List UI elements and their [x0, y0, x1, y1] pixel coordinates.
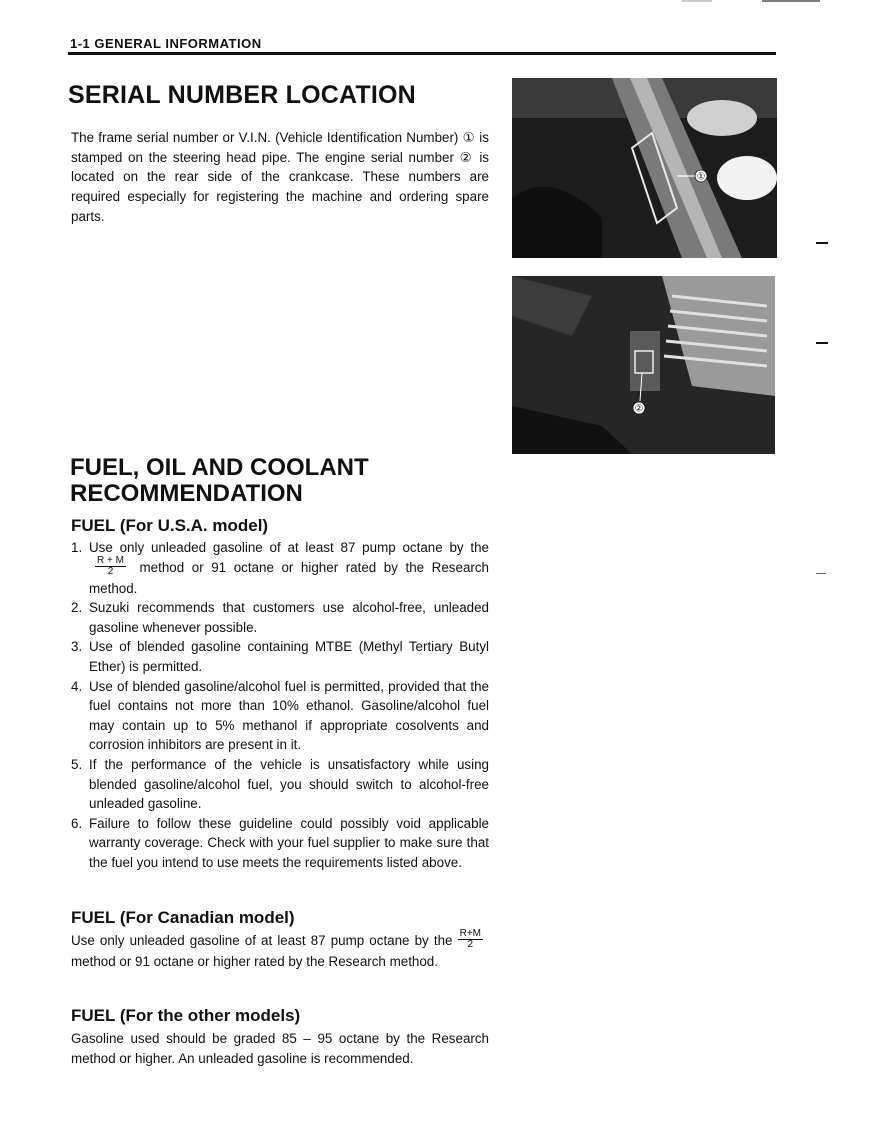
- photo2-callout: ②: [634, 403, 644, 415]
- list-item-number: 2.: [71, 600, 83, 616]
- fraction-denominator: 2: [107, 565, 114, 577]
- fuel-oil-coolant-title: [70, 455, 490, 507]
- list-item-text: Use of blended gasoline containing MTBE (Methyl Tertiary Butyl Ether) is permitted.: [89, 639, 489, 674]
- callout-1: ①: [462, 130, 476, 145]
- steering-head-photo: [512, 78, 777, 258]
- fuel-title-line1: FUEL, OIL AND COOLANT: [70, 454, 369, 481]
- crankcase-illustration: [512, 276, 775, 454]
- list-item: [71, 598, 489, 637]
- margin-mark: [816, 573, 826, 574]
- list-item-number: 6.: [71, 815, 83, 831]
- list-item: [71, 755, 489, 814]
- list-item-text: method or 91 octane or higher rated by the Research method.: [89, 559, 489, 596]
- fuel-other-paragraph: Gasoline used should be graded 85 – 95 octane by the Research method or higher. An unleaded gasoline is recommended.: [71, 1031, 489, 1066]
- section-header-label: 1-1 GENERAL INFORMATION: [70, 36, 262, 51]
- margin-mark: [816, 342, 828, 344]
- fuel-usa-heading-main: FUEL: [71, 516, 116, 535]
- list-item: [71, 677, 489, 755]
- list-item-text: Use of blended gasoline/alcohol fuel is permitted, provided that the fuel contains not more than 10% ethanol. Gasoline/alcohol fuel may contain up to 5% methanol if appropriate cosolvents and corrosion inhibitors are present in it.: [89, 678, 489, 753]
- fraction-numerator: R + M: [97, 554, 124, 566]
- serial-text-a: The frame serial number or V.I.N. (Vehicle Identification Number): [71, 130, 459, 145]
- fuel-title-line2: RECOMMENDATION: [70, 480, 303, 507]
- list-item: [71, 637, 489, 676]
- list-item-text: Suzuki recommends that customers use alcohol-free, unleaded gasoline whenever possible.: [89, 600, 489, 635]
- list-item-number: 5.: [71, 756, 83, 772]
- photo1-callout: ①: [696, 171, 706, 183]
- list-item-number: 1.: [71, 540, 83, 555]
- rm-fraction: [95, 556, 126, 577]
- header-rule: [68, 52, 776, 55]
- fuel-canada-heading: [71, 908, 295, 928]
- fuel-other-heading-main: FUEL: [71, 1006, 116, 1025]
- fuel-canada-text-a: Use only unleaded gasoline of at least 87 pump octane by the: [71, 933, 453, 949]
- fuel-other-heading-paren: (For the other models): [119, 1006, 301, 1025]
- fraction-denominator: 2: [467, 939, 474, 950]
- list-item-text: Use only unleaded gasoline of at least 87 pump octane by the: [89, 540, 489, 555]
- steering-head-illustration: [512, 78, 777, 258]
- fuel-canada-text-b: method or 91 octane or higher rated by the Research method.: [71, 954, 438, 969]
- serial-number-title: SERIAL NUMBER LOCATION: [68, 81, 416, 109]
- crop-marks: [672, 0, 822, 6]
- fuel-canada-heading-main: FUEL: [71, 908, 116, 927]
- callout-2: ②: [459, 149, 474, 165]
- fuel-usa-heading: [71, 516, 268, 536]
- fuel-canada-paragraph: [71, 928, 489, 972]
- list-item: [71, 814, 489, 873]
- list-item-number: 3.: [71, 639, 83, 655]
- list-item-text: Failure to follow these guideline could possibly void applicable warranty coverage. Check with your fuel supplier to make sure that the fuel you intend to use meets the requirements listed above.: [89, 815, 489, 870]
- margin-mark: [816, 242, 828, 244]
- fuel-usa-heading-paren: (For U.S.A. model): [119, 516, 269, 535]
- list-item-text: If the performance of the vehicle is unsatisfactory while using blended gasoline/alcohol fuel, you should switch to alcohol-free unleaded gasoline.: [89, 756, 489, 812]
- fuel-usa-list: [71, 538, 489, 873]
- serial-text-c: is located on the rear side of the crankcase. These numbers are required especially for registering the machine and ordering spare parts.: [71, 149, 489, 224]
- crankcase-photo: [512, 276, 775, 454]
- fuel-other-heading: [71, 1006, 300, 1026]
- list-item-number: 4.: [71, 678, 83, 694]
- fuel-canada-heading-paren: (For Canadian model): [119, 908, 295, 927]
- serial-number-paragraph: [71, 128, 489, 227]
- serial-text-b: is stamped on the steering head pipe. The engine serial number: [71, 130, 489, 165]
- rm-fraction: [458, 929, 483, 950]
- list-item: [71, 538, 489, 598]
- fraction-numerator: R+M: [459, 928, 481, 939]
